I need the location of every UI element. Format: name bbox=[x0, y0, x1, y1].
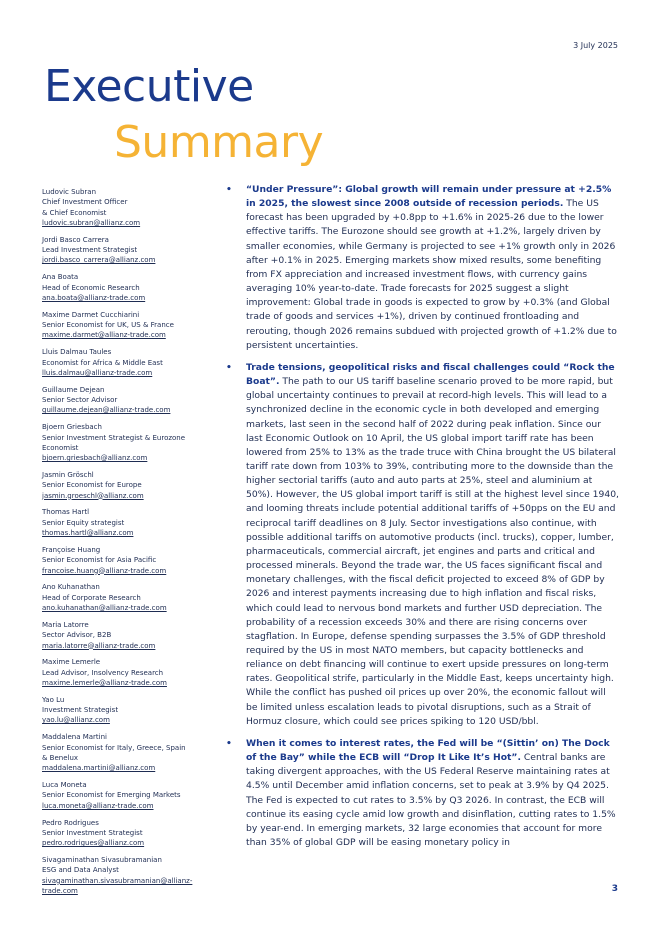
bullet-marker: • bbox=[226, 184, 232, 195]
contact-entry bbox=[42, 855, 202, 896]
contact-role: Senior Economist for Emerging Markets bbox=[42, 791, 181, 800]
contact-entry bbox=[42, 422, 202, 463]
contact-name: Lluis Dalmau Taules bbox=[42, 348, 112, 357]
contact-email-link[interactable]: jordi.basco_carrera@allianz.com bbox=[42, 256, 156, 265]
contact-role: Senior Sector Advisor bbox=[42, 396, 118, 405]
contact-name: Ludovic Subran bbox=[42, 188, 97, 196]
contact-role: & Benelux bbox=[42, 753, 79, 762]
date-label: 3 July 2025 bbox=[573, 41, 618, 50]
bullet-lead: When it comes to interest rates, the Fed will be “(Sittin’ on) The Dock of the Bay” while the ECB will “Drop It Like It’s Hot”. bbox=[246, 737, 610, 764]
page-number: 3 bbox=[611, 884, 618, 894]
contact-email-link[interactable]: bjoern.griesbach@allianz.com bbox=[42, 454, 148, 463]
contact-name: Maria Latorre bbox=[42, 620, 89, 629]
contact-entry bbox=[42, 620, 202, 651]
bullet-list bbox=[226, 183, 620, 850]
contact-email-link[interactable]: ana.boata@allianz-trade.com bbox=[42, 293, 146, 302]
contact-email-link[interactable]: ludovic.subran@allianz.com bbox=[42, 218, 141, 227]
contact-entry bbox=[42, 507, 202, 538]
contact-entry bbox=[42, 310, 202, 341]
contact-name: Jasmin Gröschl bbox=[42, 470, 94, 479]
bullet-lead: “Under Pressure”: Global growth will remain under pressure at +2.5% in 2025, the slowest since 2008 outside of recession periods. bbox=[246, 184, 612, 210]
contact-email-link[interactable]: ano.kuhanathan@allianz-trade.com bbox=[42, 604, 167, 613]
title-summary: Summary bbox=[114, 117, 324, 168]
contact-email-link[interactable]: maxime.darmet@allianz-trade.com bbox=[42, 331, 166, 340]
contact-role: Head of Corporate Research bbox=[42, 593, 141, 602]
contact-role: Senior Economist for Europe bbox=[42, 481, 142, 490]
main-content bbox=[226, 183, 620, 858]
contact-name: Bjoern Griesbach bbox=[42, 423, 102, 432]
contact-role: Chief Investment Officer bbox=[42, 198, 128, 207]
contact-entry bbox=[42, 818, 202, 849]
contact-email-link[interactable]: thomas.hartl@allianz.com bbox=[42, 529, 134, 538]
contact-role: Senior Economist for Italy, Greece, Spain bbox=[42, 743, 186, 752]
contact-email-link[interactable]: sivagaminathan.sivasubramanian@allianz-trade.com bbox=[42, 876, 193, 896]
bullet-marker: • bbox=[226, 737, 232, 749]
contact-entry bbox=[42, 187, 202, 228]
contact-email-link[interactable]: pedro.rodrigues@allianz.com bbox=[42, 839, 145, 848]
contact-entry bbox=[42, 470, 202, 501]
bullet-item bbox=[226, 361, 620, 729]
contact-email-link[interactable]: maxime.lemerle@allianz-trade.com bbox=[42, 679, 167, 687]
bullet-marker: • bbox=[226, 361, 232, 373]
contacts-sidebar bbox=[42, 187, 202, 903]
contact-entry bbox=[42, 695, 202, 726]
contact-name: Sivagaminathan Sivasubramanian bbox=[42, 856, 162, 865]
contact-role: Senior Economist for Asia Pacific bbox=[42, 556, 157, 565]
contact-name: Maxime Lemerle bbox=[42, 658, 101, 667]
contact-email-link[interactable]: yao.lu@allianz.com bbox=[42, 716, 110, 725]
contact-email-link[interactable]: francoise.huang@allianz-trade.com bbox=[42, 566, 167, 575]
contact-name: Luca Moneta bbox=[42, 781, 87, 790]
bullet-lead: Trade tensions, geopolitical risks and fiscal challenges could “Rock the Boat”. bbox=[246, 361, 615, 388]
contact-role: Lead Advisor, Insolvency Research bbox=[42, 668, 164, 677]
contact-role: Senior Investment Strategist & Eurozone bbox=[42, 433, 186, 442]
contact-role: & Chief Economist bbox=[42, 208, 107, 217]
bullet-body: Central banks are taking divergent approaches, with the US Federal Reserve maintaining rates at 4.5% until December amid inflation concerns, set to peak at 3.9% by Q4 2025. The Fed is expected to cut rates to 3.5% by Q3 2026. In contrast, the ECB will continue its easing cycle amid low growth and disinflation, cutting rates to 1.5% by year-end. In emerging markets, 32 large economies that account for more than 35% of global GDP will be easing monetary policy in bbox=[246, 752, 616, 849]
contact-email-link[interactable]: lluis.dalmau@allianz-trade.com bbox=[42, 368, 153, 377]
contact-entry bbox=[42, 385, 202, 416]
contact-email-link[interactable]: maria.latorre@allianz-trade.com bbox=[42, 641, 156, 650]
contact-name: Yao Lu bbox=[42, 695, 65, 704]
contact-entry bbox=[42, 582, 202, 613]
contact-role: Lead Investment Strategist bbox=[42, 246, 138, 255]
contact-name: Guillaume Dejean bbox=[42, 385, 105, 394]
contact-entry bbox=[42, 235, 202, 266]
contact-email-link[interactable]: luca.moneta@allianz-trade.com bbox=[42, 801, 154, 810]
contact-entry bbox=[42, 780, 202, 811]
contact-role: Head of Economic Research bbox=[42, 283, 140, 292]
contact-role: ESG and Data Analyst bbox=[42, 866, 119, 875]
contact-email-link[interactable]: maddalena.martini@allianz.com bbox=[42, 764, 156, 773]
contact-name: Ano Kuhanathan bbox=[42, 583, 100, 592]
contact-name: Thomas Hartl bbox=[42, 508, 90, 517]
contact-role: Senior Investment Strategist bbox=[42, 828, 143, 837]
bullet-item bbox=[226, 737, 620, 850]
contact-name: Françoise Huang bbox=[42, 545, 101, 554]
contact-name: Maddalena Martini bbox=[42, 733, 107, 742]
contact-entry bbox=[42, 732, 202, 773]
bullet-body: The US forecast has been upgraded by +0.8pp to +1.6% in 2025-26 due to the lower effective tariffs. The Eurozone should see growth at +1.2%, largely driven by smaller economies, while Germany is projected to see +1% growth only in 2026 after +0.1% in 2025. Emerging markets show mixed results, some benefiting from FX appreciation and increased investment flows, with currency gains averaging 10% year-to-date. Trade forecasts for 2025 suggest a slight improvement: Global trade in goods is expected to grow by +0.3% (and Global trade of goods and services +1%), driven by continued frontloading and rerouting, though 2026 remains subdued with projected growth of +1.2% due to persistent uncertainties. bbox=[246, 198, 617, 351]
contact-role: Economist for Africa & Middle East bbox=[42, 358, 163, 367]
contact-role: Investment Strategist bbox=[42, 706, 119, 715]
contact-role: Economist bbox=[42, 443, 79, 452]
contact-name: Jordi Basco Carrera bbox=[42, 235, 109, 244]
contact-role: Senior Equity strategist bbox=[42, 518, 125, 527]
contact-name: Maxime Darmet Cucchiarini bbox=[42, 310, 140, 319]
contact-role: Sector Advisor, B2B bbox=[42, 631, 112, 640]
contact-email-link[interactable]: guillaume.dejean@allianz-trade.com bbox=[42, 406, 171, 415]
contact-name: Pedro Rodrigues bbox=[42, 818, 99, 827]
bullet-body: The path to our US tariff baseline scenario proved to be more rapid, but global uncertainty continues to prevail at record-high levels. This will lead to a synchronized decline in the economic cycle in both developed and emerging markets, last seen in the second half of 2022 during peak inflation. Since our last Economic Outlook on 10 April, the US global import tariff rate has been lowered from 25% to 13% as the trade truce with China brought the US bilateral tariff rate down from 103% to 39%, contributing more to the downside than the higher sectorial tariffs (auto and auto parts at 25%, steel and aluminium at 50%). However, the US global import tariff is still at the highest level since 1940, and looming threats include potential additional tariffs of +50pps on the EU and reciprocal tariff deadlines on 8 July. Sector investigations also continue, with possible additional tariffs on automotive products (incl. trucks), copper, lumber, pharmaceuticals, commercial aircraft, jet engines and parts and critical and processed minerals. Beyond the trade war, the US faces significant fiscal and monetary challenges, with the fiscal deficit projected to exceed 8% of GDP by 2026 and interest payments increasing due to high inflation and fiscal risks, which could lead to nervous bond markets and further USD depreciation. The probability of a recession exceeds 30% and there are rising concerns over stagflation. In Europe, defense spending surpasses the 3.5% of GDP threshold required by the US in most NATO members, but capacity bottlenecks and reliance on debt financing will continue to exert upside pressures on long-term rates. Geopolitical strife, particularly in the Middle East, keeps uncertainty high. While the conflict has pushed oil prices up over 20%, the economic fallout will be limited unless escalation leads to pivotal disruptions, such as a Strait of Hormuz closure, which could see prices spiking to 120 USD/bbl. bbox=[246, 376, 619, 727]
contact-role: Senior Economist for UK, US & France bbox=[42, 321, 174, 330]
contact-entry bbox=[42, 545, 202, 576]
title-executive: Executive bbox=[44, 61, 254, 112]
contact-email-link[interactable]: jasmin.groeschl@allianz.com bbox=[42, 491, 144, 500]
contact-entry bbox=[42, 347, 202, 378]
contact-entry bbox=[42, 272, 202, 303]
bullet-item bbox=[226, 183, 620, 353]
contact-name: Ana Boata bbox=[42, 273, 79, 282]
contact-entry bbox=[42, 657, 202, 688]
